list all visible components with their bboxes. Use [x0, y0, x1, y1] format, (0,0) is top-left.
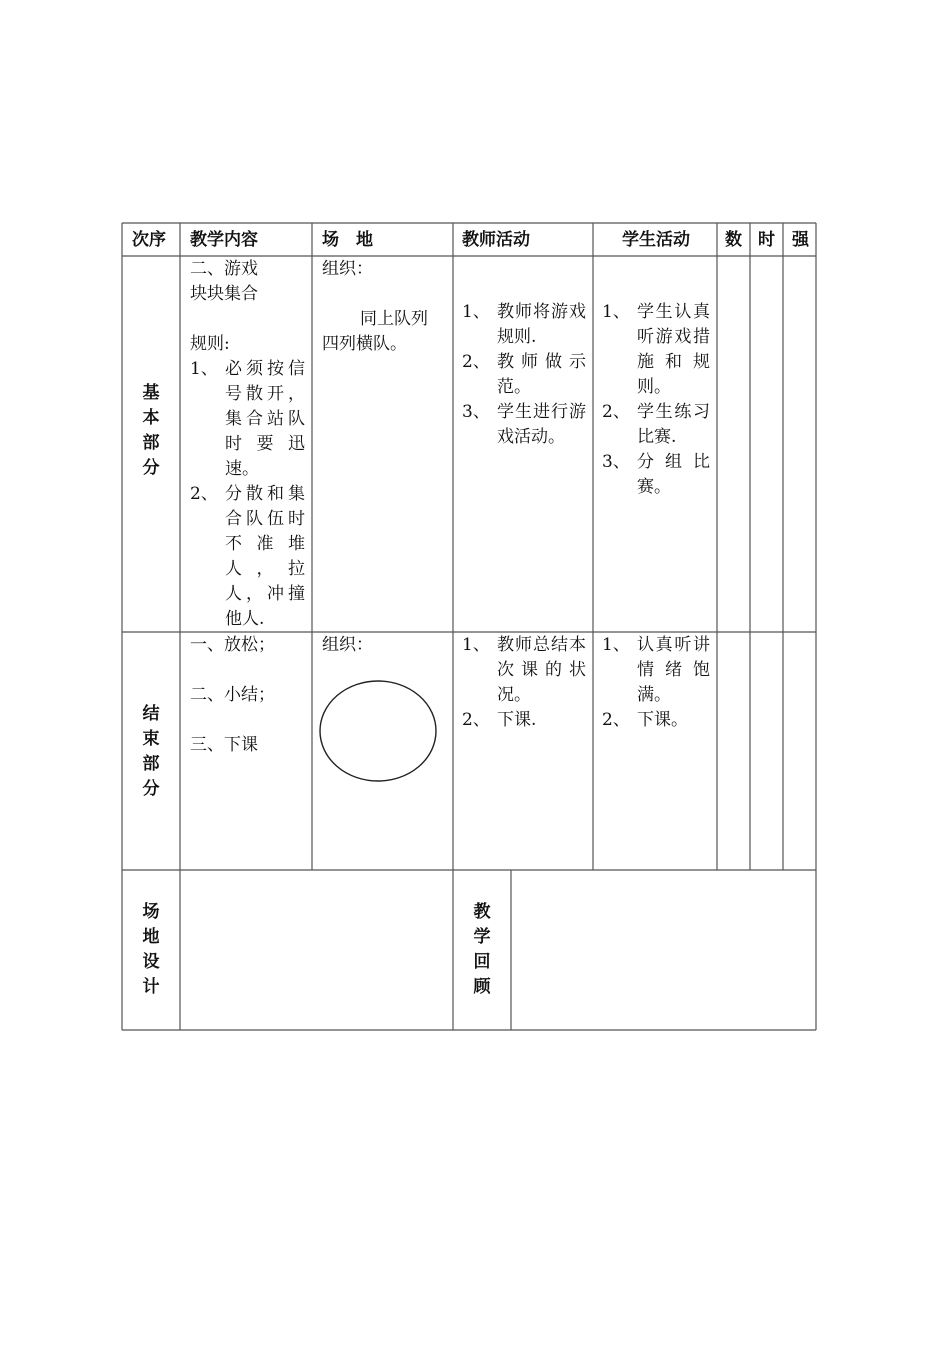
ending-teacher — [462, 633, 586, 733]
teacher-item-number: 2、 — [462, 710, 490, 730]
student-item — [602, 450, 710, 500]
basic-rules-label: 规则: — [190, 334, 230, 354]
formation-circle — [320, 681, 436, 781]
student-item-number: 1、 — [602, 635, 630, 655]
basic-teacher — [462, 300, 586, 450]
header-intensity: 强 — [792, 230, 809, 250]
student-item-text: 下课。 — [637, 710, 688, 730]
rule-text: 分散和集合队伍时不准堆人，拉人，冲撞他人. — [225, 484, 305, 629]
ending-venue-org: 组织： — [322, 635, 373, 655]
footer-venue-design-label: 场地设计 — [142, 902, 160, 997]
basic-venue-org: 组织： — [322, 259, 373, 279]
ending-venue — [322, 633, 446, 658]
section-label-ending: 结束部分 — [142, 704, 160, 799]
teacher-item — [462, 708, 586, 733]
student-item — [602, 300, 710, 400]
rule-item — [190, 357, 305, 482]
ending-content-item: 三、下课 — [190, 735, 258, 755]
ending-content — [190, 633, 305, 758]
teacher-item — [462, 300, 586, 350]
basic-venue-line1: 同上队列 — [360, 309, 428, 329]
basic-content-title1: 二、游戏 — [190, 259, 258, 279]
ending-student — [602, 633, 710, 733]
teacher-item-text: 学生进行游戏活动。 — [497, 402, 586, 447]
teacher-item — [462, 633, 586, 708]
header-content: 教学内容 — [190, 230, 258, 250]
basic-content-title2: 块块集合 — [190, 284, 258, 304]
student-item-number: 2、 — [602, 402, 630, 422]
basic-content — [190, 257, 305, 632]
student-item-text: 认真听讲情绪饱满。 — [637, 635, 710, 705]
teacher-item-number: 3、 — [462, 402, 490, 422]
footer-review-label: 教学回顾 — [473, 902, 491, 997]
teacher-item-text: 教师总结本次课的状况。 — [497, 635, 586, 705]
teacher-item-number: 1、 — [462, 635, 490, 655]
teacher-item-number: 1、 — [462, 302, 490, 322]
student-item-number: 3、 — [602, 452, 630, 472]
student-item-number: 2、 — [602, 710, 630, 730]
teacher-item-text: 教师做示范。 — [497, 352, 586, 397]
teacher-item — [462, 400, 586, 450]
teacher-item-text: 下课. — [497, 710, 537, 730]
section-label-basic: 基本部分 — [142, 383, 160, 478]
rule-item — [190, 482, 305, 632]
rule-number: 2、 — [190, 484, 218, 504]
student-item — [602, 400, 710, 450]
teacher-item — [462, 350, 586, 400]
rule-number: 1、 — [190, 359, 218, 379]
student-item-text: 分组比赛。 — [637, 452, 710, 497]
student-item-text: 学生认真听游戏措施和规则。 — [637, 302, 710, 397]
header-count: 数 — [725, 230, 742, 250]
ending-content-item: 二、小结； — [190, 685, 275, 705]
teacher-item-text: 教师将游戏规则. — [497, 302, 586, 347]
header-venue: 场 地 — [322, 230, 373, 250]
ending-content-item: 一、放松； — [190, 635, 275, 655]
student-item — [602, 633, 710, 708]
header-student: 学生活动 — [622, 230, 690, 250]
teacher-item-number: 2、 — [462, 352, 490, 372]
header-teacher: 教师活动 — [462, 230, 530, 250]
student-item — [602, 708, 710, 733]
rule-text: 必须按信号散开，集合站队时要迅速。 — [225, 359, 305, 479]
basic-venue-line2: 四列横队。 — [322, 334, 407, 354]
header-time: 时 — [758, 230, 775, 250]
student-item-text: 学生练习比赛. — [637, 402, 710, 447]
basic-student — [602, 300, 710, 500]
student-item-number: 1、 — [602, 302, 630, 322]
basic-venue — [322, 257, 446, 357]
header-order: 次序 — [132, 230, 166, 250]
